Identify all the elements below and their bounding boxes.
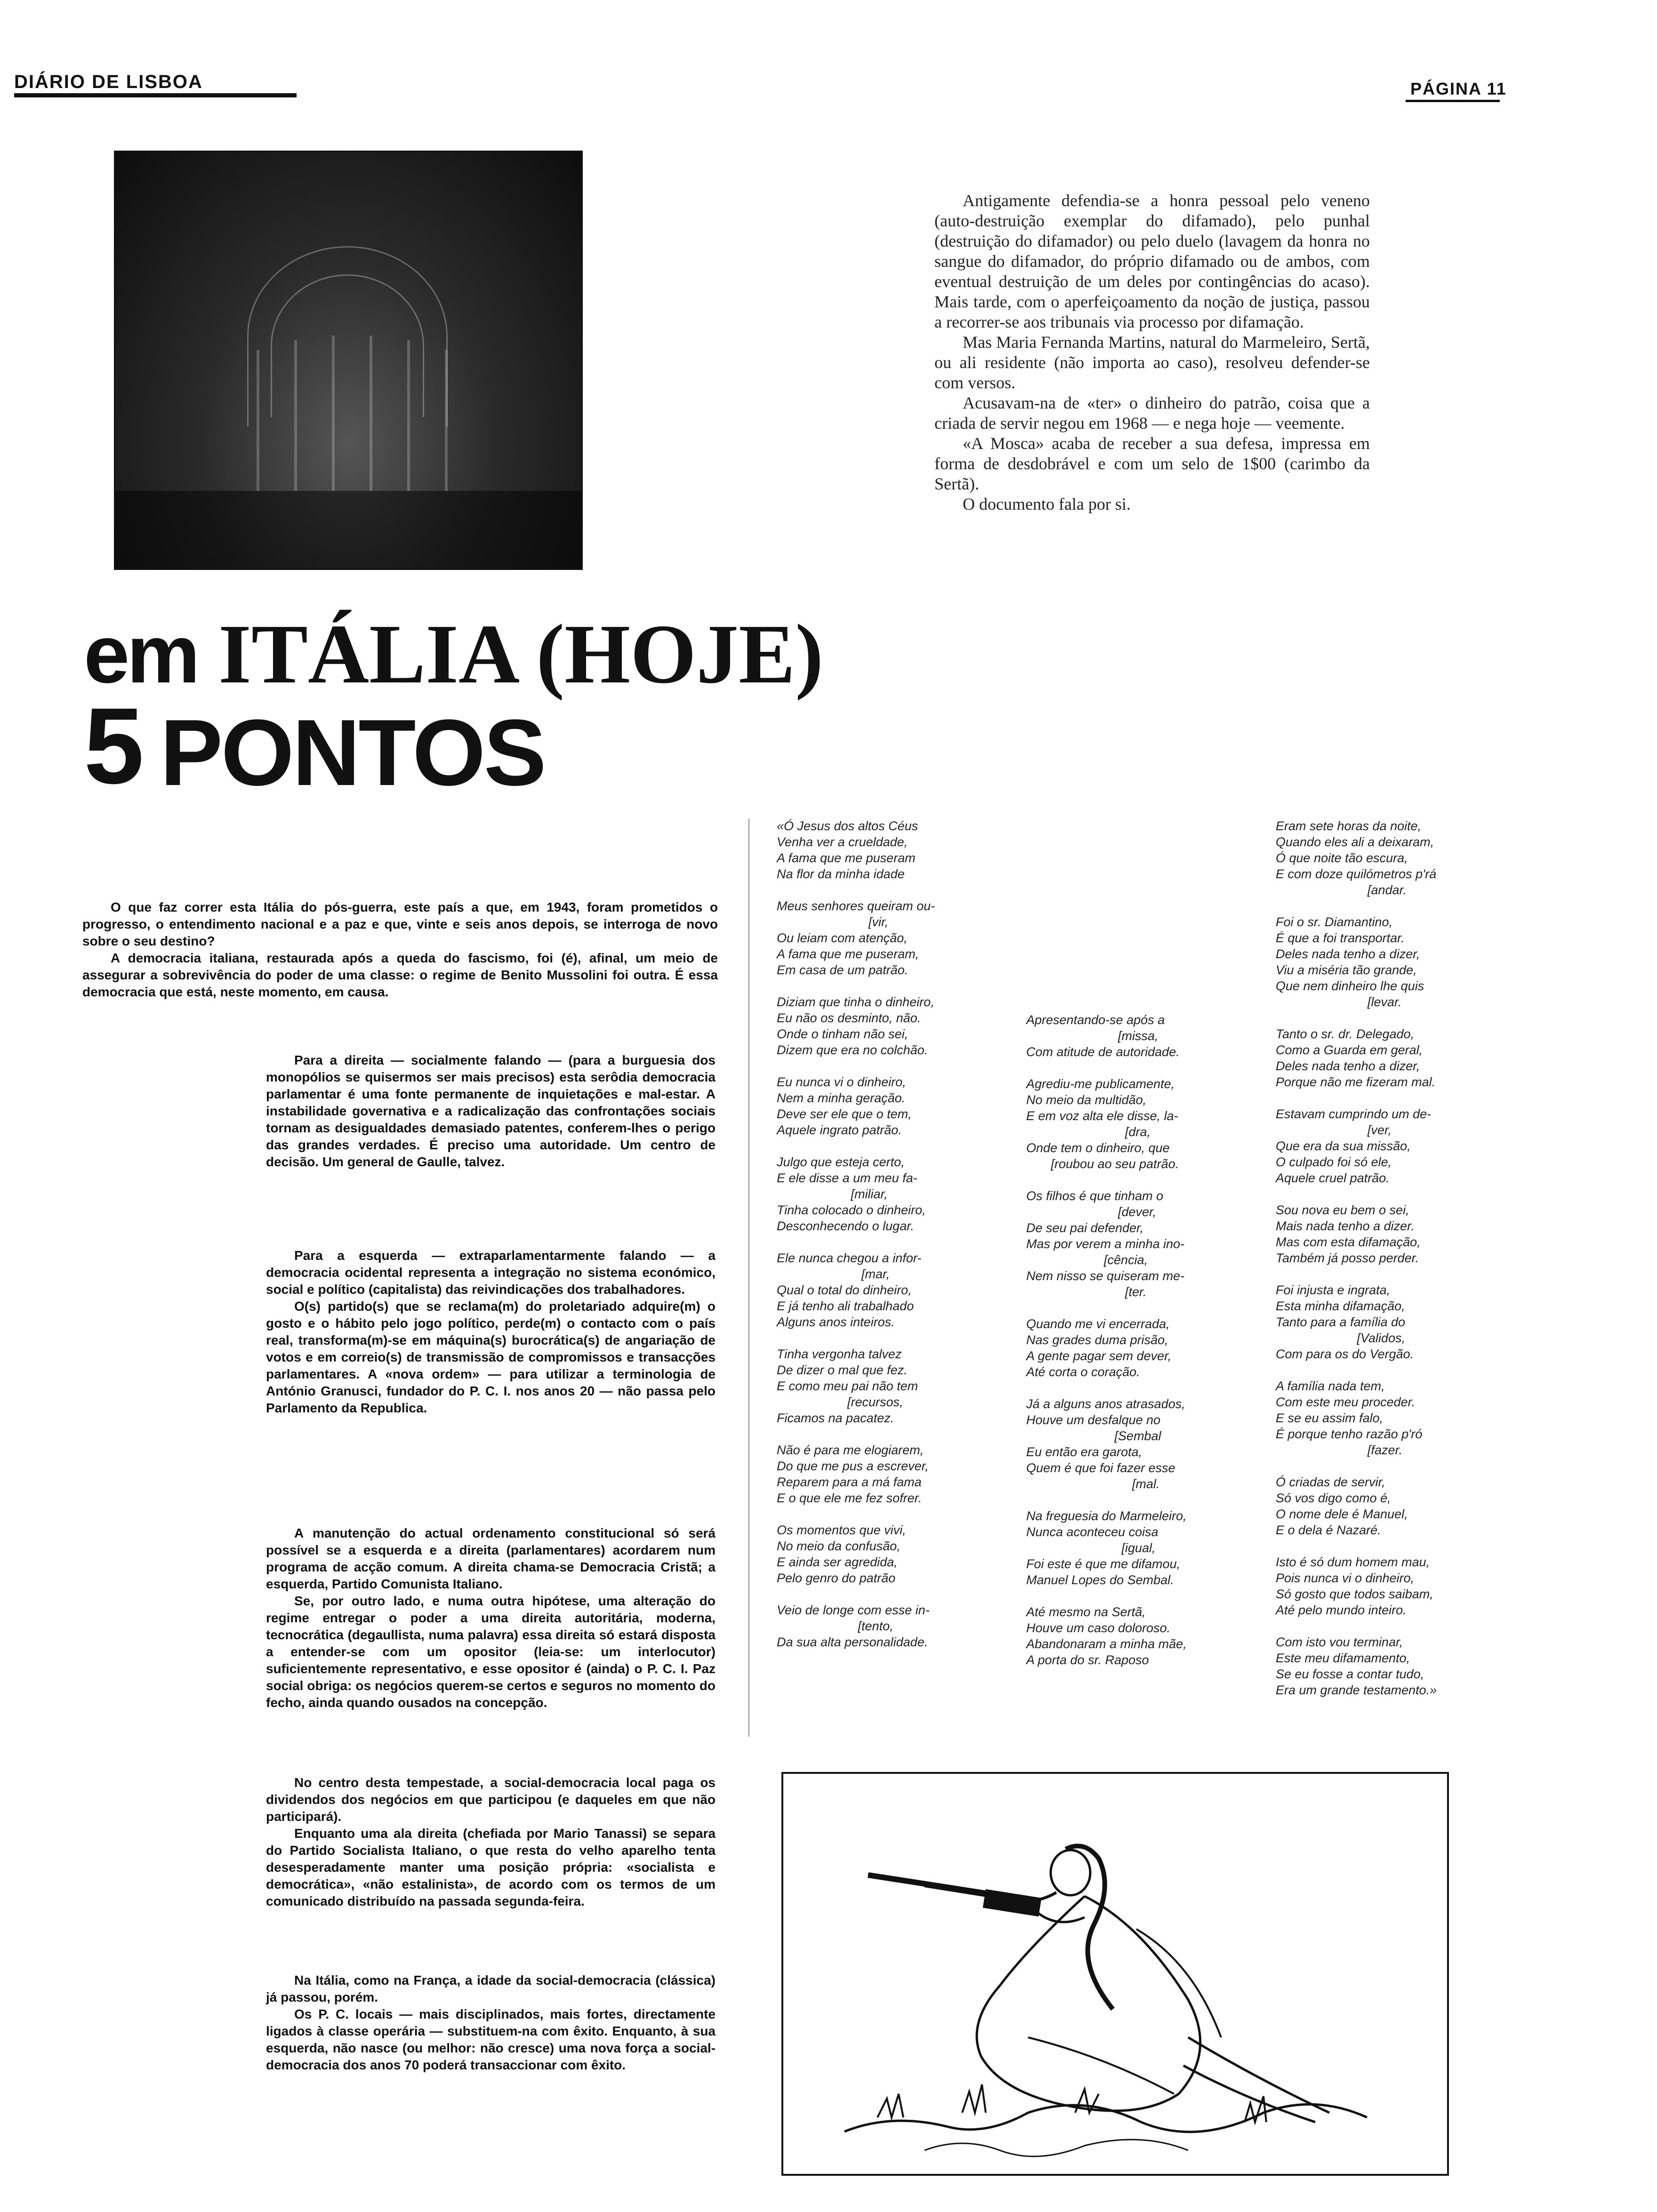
poem-line: Os momentos que vivi, [777,1523,906,1537]
poem-column-3 [1276,818,1497,1714]
poem-line: Que nem dinheiro lhe quis [1276,979,1424,993]
poem-line: «Ó Jesus dos altos Céus [777,819,918,833]
poem-line: Mas por verem a minha ino- [1026,1237,1185,1251]
poem-line: Tinha colocado o dinheiro, [777,1203,926,1217]
point-paragraph: No centro desta tempestade, a social-democracia local paga os dividendos dos negócios em que participou (e daqueles em que não participará). [266,1775,716,1824]
poem-line: Nas grades duma prisão, [1026,1333,1168,1347]
point-paragraph: Os P. C. locais — mais disciplinados, mais fortes, directamente ligados à classe operária — substituem-na com êxito. Enquanto, à sua esquerda, não nasce (ou melhor: não cresce) uma nova força a social-democracia dos anos 70 poderá transaccionar com êxito. [266,2007,716,2072]
poem-line: Isto é só dum homem mau, [1276,1555,1430,1569]
article-paragraph: Acusavam-na de «ter» o dinheiro do patrão, coisa que a criada de servir negou em 1968 — e nega hoje — veemente. [934,393,1370,433]
poem-line: E em voz alta ele disse, la- [1026,1109,1178,1123]
poem-line: Quem é que foi fazer esse [1026,1461,1175,1475]
poem-stanza [777,1250,1022,1330]
poem-line: Tanto o sr. dr. Delegado, [1276,1027,1415,1041]
paper-name: DIÁRIO DE LISBOA [14,72,203,92]
article-paragraph: Mas Maria Fernanda Martins, natural do Marmeleiro, Sertã, ou ali residente (não importa ao caso), resolveu defender-se com versos. [934,333,1370,392]
poem-line: [recursos, [777,1395,903,1409]
poem-line: Era um grande testamento.» [1276,1683,1437,1697]
poem-line: Se eu fosse a contar tudo, [1276,1667,1424,1681]
poem-stanza [777,818,1022,882]
poem-line: E já tenho ali trabalhado [777,1299,914,1313]
page-number: PÁGINA 11 [1410,79,1507,98]
poem-line: E o que ele me fez sofrer. [777,1491,922,1505]
poem-line: Veio de longe com esse in- [777,1603,930,1617]
poem-line: Até corta o coração. [1026,1365,1140,1379]
poem-line: A porta do sr. Raposo [1026,1653,1149,1667]
poem-line: E ele disse a um meu fa- [777,1171,917,1185]
poem-line: Também já posso perder. [1276,1251,1419,1265]
poem-line: Ou leiam com atenção, [777,931,908,945]
point-paragraph: O(s) partido(s) que se reclama(m) do proletariado adquire(m) o gosto e o hábito pelo jogo político, perde(m) o contacto com o país real, transforma(m)-se em máquina(s) burocrática(s) de angariação de votos e em correio(s) de transmissão de compromissos e transacções parlamentares. A «nova ordem» — para utilizar a terminologia de António Granusci, fundador do P. C. I. nos anos 20 — não passa pelo Parlamento da Republica. [266,1299,716,1415]
poem-line: Diziam que tinha o dinheiro, [777,995,934,1009]
poem-line: Pois nunca vi o dinheiro, [1276,1571,1415,1585]
poem-line: [ver, [1276,1123,1392,1137]
poem-line: Já a alguns anos atrasados, [1026,1397,1185,1411]
poem-line: Quando me vi encerrada, [1026,1317,1170,1331]
poem-line: Desconhecendo o lugar. [777,1219,914,1233]
poem-line: Deles nada tenho a dizer, [1276,1059,1420,1073]
poem-line: [fazer. [1276,1443,1403,1457]
poem-stanza [777,1522,1022,1586]
poem-line: [dra, [1026,1125,1151,1139]
poem-line: [andar. [1276,883,1407,897]
poem-line: Mas com esta difamação, [1276,1235,1421,1249]
poem-line: Só gosto que todos saibam, [1276,1587,1433,1601]
poem-stanza [1276,818,1497,898]
headline-line-1 [84,607,824,701]
article-paragraph: O documento fala por si. [963,495,1131,513]
point-4 [266,1774,716,1910]
poem-stanza [1026,1508,1247,1588]
poem-line: Onde tem o dinheiro, que [1026,1141,1170,1155]
poem-stanza [1276,1474,1497,1538]
poem-line: Que era da sua missão, [1276,1139,1411,1153]
article-paragraph: «A Mosca» acaba de receber a sua defesa, impressa em forma de desdobrável e com um selo de 1$00 (carimbo da Sertã). [934,434,1370,493]
poem-line: Onde o tinham não sei, [777,1027,909,1041]
article-paragraph: Antigamente defendia-se a honra pessoal pelo veneno (auto-destruição exemplar do difamado), pelo punhal (destruição do difamador) ou pelo duelo (lavagem da honra no sangue do difamador, do próprio difamado ou de ambos, com eventual destruição de um deles por contingências do acaso). Mais tarde, com o aperfeiçoamento da noção de justiça, passou a recorrer-se aos tribunais via processo por difamação. [934,191,1370,331]
poem-line: O nome dele é Manuel, [1276,1507,1408,1521]
illustration [781,1772,1449,2176]
poem-line: Agrediu-me publicamente, [1026,1077,1175,1091]
poem-line: Os filhos é que tinham o [1026,1189,1164,1203]
poem-line: No meio da confusão, [777,1539,901,1553]
poem-line: A fama que me puseram, [777,947,919,961]
poem-stanza [1276,1378,1497,1458]
poem-line: [tento, [777,1619,893,1633]
poem-line: [vir, [777,915,889,929]
poem-line: Eram sete horas da noite, [1276,819,1422,833]
poem-stanza [777,1154,1022,1234]
poem-line: E com doze quilómetros p'rá [1276,867,1437,881]
poem-line: A família nada tem, [1276,1379,1385,1393]
point-3 [266,1525,716,1711]
poem-stanza [777,1442,1022,1506]
poem-line: Eu não os desminto, não. [777,1011,921,1025]
poem-stanza [777,1602,1022,1650]
poem-line: Com este meu proceder. [1276,1395,1416,1409]
poem-line: Com isto vou terminar, [1276,1635,1403,1649]
poem-line: Esta minha difamação, [1276,1299,1405,1313]
poem-line: Só vos digo como é, [1276,1491,1391,1505]
poem-line: Dizem que era no colchão. [777,1043,928,1057]
poem-line: Houve um desfalque no [1026,1413,1161,1427]
poem-line: Quando eles ali a deixaram, [1276,835,1434,849]
poem-line: Mais nada tenho a dizer. [1276,1219,1415,1233]
poem-line: Da sua alta personalidade. [777,1635,928,1649]
poem-line: Na flor da minha idade [777,867,905,881]
poem-line: Com para os do Vergão. [1276,1347,1414,1361]
poem-stanza [1276,1026,1497,1090]
article-photo [114,151,583,570]
poem-line: Como a Guarda em geral, [1276,1043,1423,1057]
point-5 [266,1972,716,2074]
poem-stanza [1276,914,1497,1010]
poem-line: [roubou ao seu patrão. [1026,1157,1179,1171]
poem-line: Ó criadas de servir, [1276,1475,1385,1489]
poem-line: [dever, [1026,1205,1157,1219]
headline-word: PONTOS [160,700,545,805]
poem-column-1 [777,818,1022,1666]
poem-stanza [1026,1012,1247,1060]
poem-line: Reparem para a má fama [777,1475,922,1489]
poem-line: Nem nisso se quiseram me- [1026,1269,1185,1283]
poem-line: Tanto para a família do [1276,1315,1406,1329]
poem-line: É que a foi transportar. [1276,931,1405,945]
headline-number: 5 [84,685,144,806]
poem-line: E como meu pai não tem [777,1379,918,1393]
poem-line: Manuel Lopes do Sembal. [1026,1573,1174,1587]
poem-line: Tinha vergonha talvez [777,1347,902,1361]
poem-line: Aquele cruel patrão. [1276,1171,1390,1185]
poem-line: De seu pai defender, [1026,1221,1144,1235]
column-divider [748,819,749,1737]
intro-paragraph: O que faz correr esta Itália do pós-guerra, este país a que, em 1943, foram prometidos o progresso, o entendimento nacional e a paz e que, vinte e seis anos depois, se interroga de novo sobre o seu destino? [82,900,718,948]
poem-line: E ainda ser agredida, [777,1555,898,1569]
poem-line: Ele nunca chegou a infor- [777,1251,922,1265]
poem-line: [ter. [1026,1285,1147,1299]
poem-line: Do que me pus a escrever, [777,1459,929,1473]
poem-line: Na freguesia do Marmeleiro, [1026,1509,1187,1523]
point-paragraph: Para a direita — socialmente falando — (para a burguesia dos monopólios se quisermos ser mais precisos) esta serôdia democracia parlamentar é uma fonte permanente de inquietações e mal-estar. A instabilidade governativa e a radicalização das confrontações sociais tornam as desigualdades demasiado patentes, conferem-lhes o perigo das grandes verdades. É preciso uma autoridade. Um centro de decisão. Um general de Gaulle, talvez. [266,1053,716,1169]
poem-line: Nunca aconteceu coisa [1026,1525,1158,1539]
poem-line: Qual o total do dinheiro, [777,1283,912,1297]
poem-line: Sou nova eu bem o sei, [1276,1203,1409,1217]
poem-line: Alguns anos inteiros. [777,1315,895,1329]
poem-line: Aquele ingrato patrão. [777,1123,902,1137]
poem-line: Viu a miséria tão grande, [1276,963,1417,977]
poem-line: [cência, [1026,1253,1148,1267]
poem-line: [missa, [1026,1029,1158,1043]
poem-line: No meio da multidão, [1026,1093,1147,1107]
poem-line: Estavam cumprindo um de- [1276,1107,1432,1121]
poem-line: Eu então era garota, [1026,1445,1142,1459]
page-number-rule [1406,100,1500,102]
poem-line: Houve um caso doloroso. [1026,1621,1171,1635]
poem-stanza [777,994,1022,1058]
poem-line: Este meu difamamento, [1276,1651,1410,1665]
poem-line: Até mesmo na Sertã, [1026,1605,1146,1619]
poem-line: Deve ser ele que o tem, [777,1107,912,1121]
poem-stanza [1026,1076,1247,1172]
poem-stanza [1026,1604,1247,1668]
poem-line: Não é para me elogiarem, [777,1443,924,1457]
poem-line: E se eu assim falo, [1276,1411,1384,1425]
poem-stanza [1276,1634,1497,1698]
point-1 [266,1052,716,1170]
poem-line: [igual, [1026,1541,1156,1555]
masthead-rule [14,93,297,97]
poem-stanza [777,898,1022,978]
poem-line: [Sembal [1026,1429,1161,1443]
poem-line: [mal. [1026,1477,1160,1491]
point-paragraph: Se, por outro lado, e numa outra hipótese, uma alteração do regime entregar o poder a uma direita autoritária, moderna, tecnocrática (degaullista, numa palavra) essa direita só estará disposta a entender-se com um opositor (leia-se: um interlocutor) suficientemente representativo, e esse opositor é (ainda) o P. C. I. Paz social obriga: os negócios querem-se certos e seguros no momento do fecho, ainda quando ousados na concepção. [266,1594,716,1710]
poem-line: [Validos, [1276,1331,1406,1345]
point-paragraph: Enquanto uma ala direita (chefiada por Mario Tanassi) se separa do Partido Socialista Italiano, o que resta do velho aparelho tenta desesperadamente manter uma posição própria: «socialista e democrática», «não estalinista», de acordo com os termos de um comunicado distribuído na passada segunda-feira. [266,1826,716,1908]
poem-line: Apresentando-se após a [1026,1013,1165,1027]
poem-line: Foi este é que me difamou, [1026,1557,1181,1571]
poem-line: Foi o sr. Diamantino, [1276,915,1393,929]
poem-stanza [1026,1316,1247,1380]
poem-stanza [1276,1202,1497,1266]
intro-text [82,899,718,1001]
poem-stanza [1276,1282,1497,1362]
poem-stanza [777,1346,1022,1426]
poem-stanza [1026,1188,1247,1300]
poem-line: Venha ver a crueldade, [777,835,908,849]
poem-line: Em casa de um patrão. [777,963,909,977]
poem-stanza [1276,1106,1497,1186]
poem-line: Ficamos na pacatez. [777,1411,894,1425]
poem-stanza [777,1074,1022,1138]
poem-line: Julgo que esteja certo, [777,1155,905,1169]
poem-line: [levar. [1276,995,1402,1009]
poem-line: Com atitude de autoridade. [1026,1045,1180,1059]
poem-line: Foi injusta e ingrata, [1276,1283,1391,1297]
right-article [934,191,1370,514]
poem-line: Pelo genro do patrão [777,1571,896,1585]
poem-line: A gente pagar sem dever, [1026,1349,1172,1363]
intro-paragraph: A democracia italiana, restaurada após a queda do fascismo, foi (é), afinal, um meio de assegurar a sobrevivência do poder de uma classe: o regime de Benito Mussolini foi outra. É essa democracia que está, neste momento, em causa. [82,951,718,999]
poem-line: Meus senhores queiram ou- [777,899,935,913]
point-paragraph: Para a esquerda — extraparlamentarmente falando — a democracia ocidental representa a integração no sistema económico, social e político (capitalista) das reivindicações dos trabalhadores. [266,1248,716,1297]
point-2 [266,1247,716,1417]
poem-line: Nem a minha geração. [777,1091,906,1105]
point-paragraph: A manutenção do actual ordenamento constitucional só será possível se a esquerda e a direita (parlamentares) acordarem num programa de acção comum. A direita chama-se Democracia Cristã; a esquerda, Partido Comunista Italiano. [266,1526,716,1591]
poem-line: Abandonaram a minha mãe, [1026,1637,1187,1651]
poem-line: O culpado foi só ele, [1276,1155,1392,1169]
poem-stanza [1276,1554,1497,1618]
poem-stanza [1026,1396,1247,1492]
poem-line: É porque tenho razão p'ró [1276,1427,1423,1441]
poem-line: Porque não me fizeram mal. [1276,1075,1436,1089]
point-paragraph: Na Itália, como na França, a idade da social-democracia (clássica) já passou, porém. [266,1973,716,2004]
poem-line: Ó que noite tão escura, [1276,851,1408,865]
poem-line: Deles nada tenho a dizer, [1276,947,1420,961]
woman-with-rifle-drawing [783,1774,1447,2174]
headline-main: ITÁLIA (HOJE) [218,607,824,701]
headline-prefix: em [84,609,197,700]
poem-line: Até pelo mundo inteiro. [1276,1603,1407,1617]
poem-line: A fama que me puseram [777,851,916,865]
poem-line: De dizer o mal que fez. [777,1363,908,1377]
poem-column-2 [1026,1012,1247,1684]
poem-line: E o dela é Nazaré. [1276,1523,1381,1537]
poem-line: [mar, [777,1267,890,1281]
poem-line: [miliar, [777,1187,888,1201]
poem-line: Eu nunca vi o dinheiro, [777,1075,906,1089]
